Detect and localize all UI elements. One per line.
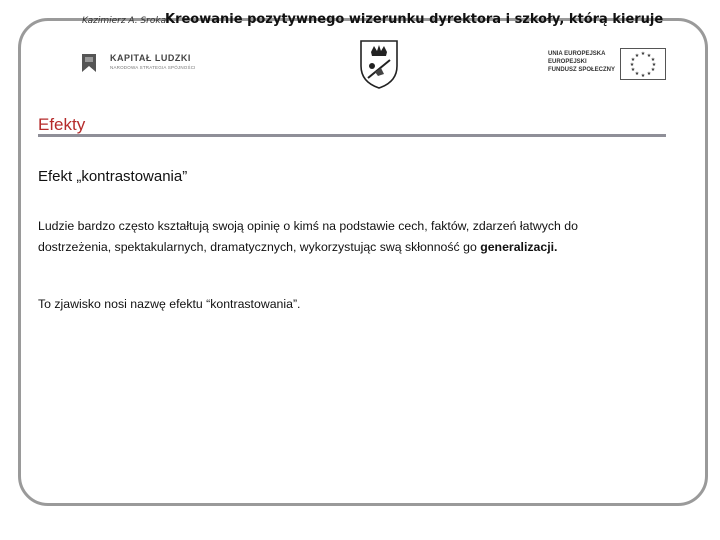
kapital-ludzki-name: KAPITAŁ LUDZKI [110, 53, 191, 63]
eu-logo-text [548, 50, 615, 74]
slide-frame [18, 18, 708, 506]
svg-text:★: ★ [651, 62, 657, 68]
svg-text:★: ★ [630, 57, 636, 63]
eu-flag-icon [620, 48, 666, 80]
section-title: Efekty [38, 115, 86, 134]
svg-text:★: ★ [629, 62, 635, 68]
eu-line-2: EUROPEJSKI [548, 59, 587, 65]
kapital-ludzki-logo [80, 50, 210, 76]
kapital-ludzki-subtitle: NARODOWA STRATEGIA SPÓJNOŚCI [110, 65, 196, 70]
author-label: Kazimierz A. Sroka [82, 16, 167, 26]
svg-text:★: ★ [646, 71, 652, 77]
svg-text:★: ★ [640, 51, 646, 57]
slide-subtitle: Efekt „kontrastowania” [38, 168, 188, 185]
second-paragraph: To zjawisko nosi nazwę efektu “kontrastowania”. [38, 297, 301, 311]
svg-text:★: ★ [634, 53, 640, 59]
eu-logo [548, 48, 666, 80]
svg-text:★: ★ [650, 67, 656, 73]
crest-icon [358, 38, 400, 90]
section-divider [38, 134, 666, 137]
svg-text:★: ★ [630, 67, 636, 73]
svg-text:★: ★ [634, 71, 640, 77]
main-paragraph-text: Ludzie bardzo często kształtują swoją opinię o kimś na podstawie cech, faktów, zdarzeń łatwych do dostrzeżenia, spektakularnych, dramatycznych, wykorzystując swą skłonność go [38, 219, 578, 254]
kapital-ludzki-mark-icon [80, 52, 98, 74]
eu-line-3: FUNDUSZ SPOŁECZNY [548, 67, 616, 73]
main-paragraph [38, 216, 638, 258]
svg-text:★: ★ [646, 53, 652, 59]
svg-text:★: ★ [640, 73, 646, 79]
eu-line-1: UNIA EUROPEJSKA [548, 51, 606, 57]
svg-text:★: ★ [650, 57, 656, 63]
slide-header-title: Kreowanie pozytywnego wizerunku dyrektora i szkoły, którą kieruje [165, 12, 664, 27]
main-paragraph-bold: generalizacji. [480, 240, 558, 254]
